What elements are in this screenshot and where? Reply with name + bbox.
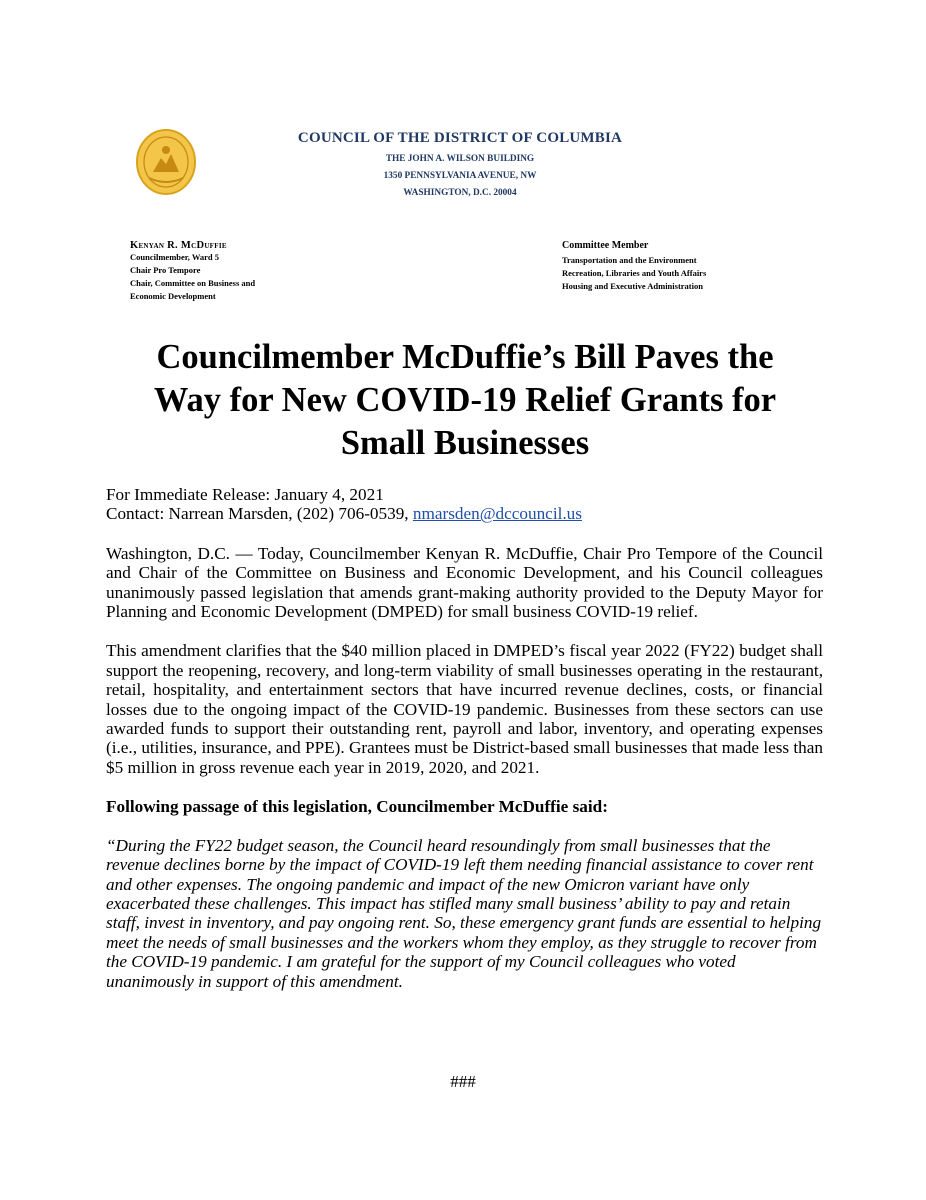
end-mark: ###: [450, 1072, 476, 1091]
member-role: Economic Development: [130, 291, 216, 301]
building-name: THE JOHN A. WILSON BUILDING: [385, 154, 535, 164]
district-seal-icon: [135, 128, 197, 196]
street-address: 1350 PENNSYLVANIA AVENUE, NW: [383, 171, 537, 181]
committee-item: Housing and Executive Administration: [562, 281, 703, 291]
headline-line: Way for New COVID-19 Relief Grants for: [153, 381, 777, 419]
member-info: [130, 240, 350, 303]
contact-email-link[interactable]: nmarsden@dccouncil.us: [412, 504, 582, 524]
contact-line: [106, 504, 823, 523]
paragraph: Washington, D.C. — Today, Councilmember Kenyan R. McDuffie, Chair Pro Tempore of the Council and Chair of the Committee on Business and Economic Development, and his Council colleagues unanimously passed legislation that amends grant-making authority provided to the Deputy Mayor for Planning and Economic Development (DMPED) for small business COVID-19 relief.: [106, 543, 823, 622]
committee-item: Transportation and the Environment: [562, 255, 697, 265]
release-date: For Immediate Release: January 4, 2021: [106, 485, 384, 504]
committee-info: [562, 240, 822, 293]
contact-text: Contact: Narrean Marsden, (202) 706-0539,: [106, 504, 413, 524]
letterhead: [240, 130, 680, 198]
quote-intro: Following passage of this legislation, Councilmember McDuffie said:: [106, 797, 608, 817]
council-title: COUNCIL OF THE DISTRICT OF COLUMBIA: [297, 130, 623, 146]
headline-line: Councilmember McDuffie’s Bill Paves the: [156, 338, 774, 376]
committee-item: Recreation, Libraries and Youth Affairs: [562, 268, 707, 278]
member-role: Chair Pro Tempore: [130, 265, 201, 275]
press-release-body: [106, 485, 823, 991]
committee-heading: Committee Member: [562, 240, 649, 251]
headline-line: Small Businesses: [340, 424, 590, 462]
member-name: Kenyan R. McDuffie: [130, 240, 227, 251]
paragraph: This amendment clarifies that the $40 million placed in DMPED’s fiscal year 2022 (FY22) budget shall support the reopening, recovery, and long-term viability of small businesses operating in the restaurant, retail, hospitality, and entertainment sectors that have incurred revenue declines, costs, or financial losses due to the ongoing impact of the COVID-19 pandemic. Businesses from these sectors can use awarded funds to support their outstanding rent, payroll and labor, inventory, and operating expenses (i.e., utilities, insurance, and PPE). Grantees must be District-based small businesses that made less than $5 million in gross revenue each year in 2019, 2020, and 2021.: [106, 641, 823, 777]
quote: “During the FY22 budget season, the Council heard resoundingly from small businesses that the revenue declines borne by the impact of COVID-19 left them needing financial assistance to cover rent and other expenses. The ongoing pandemic and impact of the new Omicron variant have only exacerbated these challenges. This impact has stifled many small business’ ability to pay and retain staff, invest in inventory, and pay ongoing rent. So, these emergency grant funds are essential to helping meet the needs of small businesses and the workers whom they employ, as they struggle to recover from the COVID-19 pandemic. I am grateful for the support of my Council colleagues who voted unanimously in support of this amendment.: [106, 835, 822, 991]
member-role: Chair, Committee on Business and: [130, 278, 256, 288]
city-address: WASHINGTON, D.C. 20004: [403, 188, 517, 198]
headline: [100, 336, 830, 465]
member-role: Councilmember, Ward 5: [130, 252, 220, 262]
